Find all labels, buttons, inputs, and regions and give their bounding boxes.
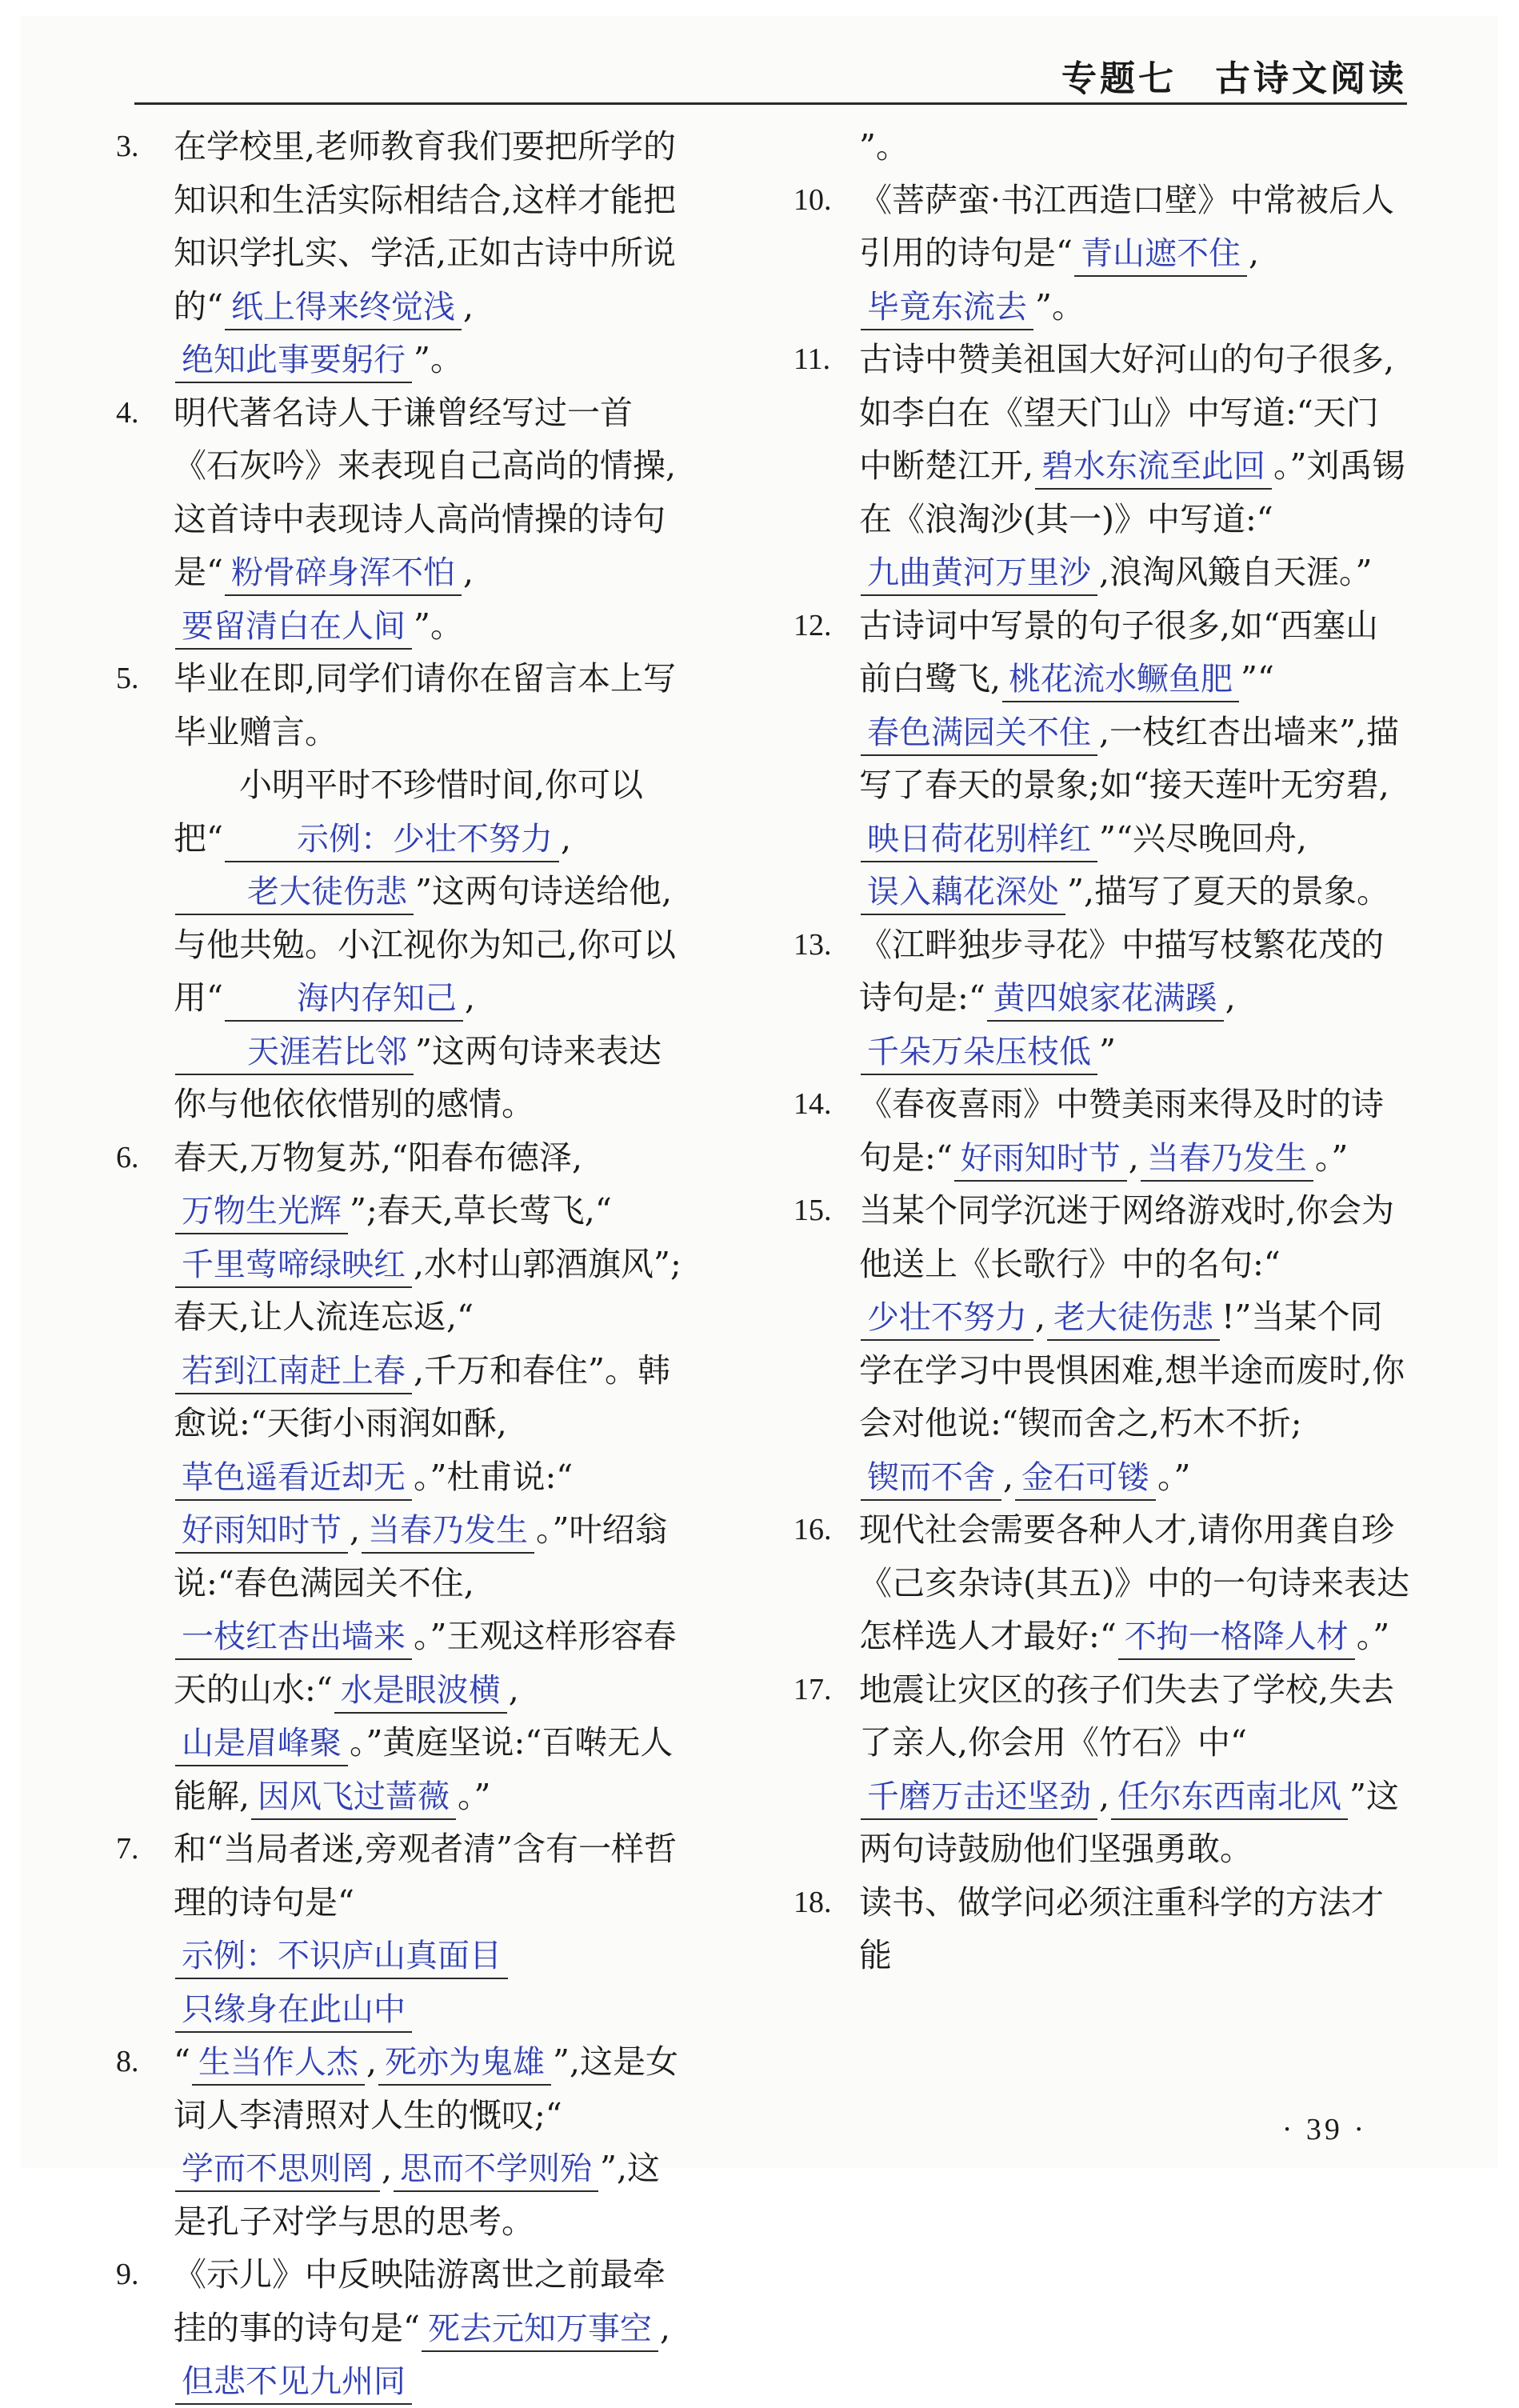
answer-blank[interactable]: 但悲不见九州同 — [175, 2360, 412, 2405]
question-text: 春天,万物复苏,“阳春布德泽, — [174, 1138, 583, 1177]
answer-blank[interactable]: 示例：少壮不努力 — [225, 818, 559, 862]
answer-blank[interactable]: 一枝红杏出墙来 — [175, 1615, 412, 1660]
question-text: 小明平时不珍惜时间,你可以把“ — [174, 766, 644, 858]
answer-blank[interactable]: 不拘一格降人材 — [1118, 1615, 1355, 1660]
question-number: 12. — [793, 608, 832, 642]
answer-blank[interactable]: 当春乃发生 — [362, 1509, 534, 1554]
answer-blank[interactable]: 粉骨碎身浑不怕 — [225, 551, 462, 596]
answer-blank[interactable]: 黄四娘家花满蹊 — [987, 977, 1224, 1022]
answer-blank[interactable]: 毕竟东流去 — [861, 286, 1033, 330]
question-number: 13. — [793, 927, 832, 962]
question-12 — [793, 599, 1409, 918]
section-title: 专题七 古诗文阅读 — [1061, 58, 1407, 99]
header-rule — [134, 102, 1407, 105]
question-text: 明代著名诗人于谦曾经写过一首《石灰吟》来表现自己高尚的情操,这首诗中表现诗人高尚情操的诗句是“ — [174, 393, 677, 591]
question-number: 17. — [793, 1672, 832, 1706]
question-6: 6. 春天,万物复苏,“阳春布德泽,万物生光辉 ”;春天,草长莺飞,“千里莺啼绿映红 ,水村山郭酒旗风”;春天,让人流连忘返,“若到江南赶上春 ,千万和春住”。韩愈说:“天街小雨润如酥,草色遥看近却无 。”杜甫说:“好雨知时节 , 当春乃发生 。”叶绍翁说:“春色满园关不住,一枝红杏出墙来 。”王观这样形容春天的山水:“ 水是眼波横 ,山是眉峰聚 。”黄庭坚说:“百啭无人能解, 因风飞过蔷薇 。” — [116, 1131, 684, 1823]
question-14: 14. 《春夜喜雨》中赞美雨来得及时的诗句是:“ 好雨知时节 , 当春乃发生 。” — [801, 1078, 1409, 1184]
question-5-paragraph: 小明平时不珍惜时间,你可以把“ 示例：少壮不努力 ,老大徒伤悲 ”这两句诗送给他,与他共勉。小江视你为知己,你可以用“ 海内存知己 ,天涯若比邻 ”这两句诗来表达你与他依依惜别的感情。 — [174, 766, 677, 1123]
answer-blank[interactable]: 老大徒伤悲 — [175, 870, 414, 915]
question-text: 《春夜喜雨》中赞美雨来得及时的诗句是:“ — [859, 1085, 1384, 1177]
answer-blank[interactable]: 少壮不努力 — [861, 1296, 1033, 1341]
answer-blank[interactable]: 好雨知时节 — [954, 1137, 1127, 1182]
answer-blank[interactable]: 误入藕花深处 — [861, 870, 1065, 915]
right-column — [793, 120, 1409, 1982]
question-text: “ — [174, 2042, 190, 2081]
question-text: 现代社会需要各种人才,请你用龚自珍《己亥杂诗(其五)》中的一句诗来表达怎样选人才最好:“ — [859, 1510, 1409, 1655]
question-text: 。”黄庭坚说:“百啭无人能解, — [174, 1723, 674, 1815]
question-13: 13. 《江畔独步寻花》中描写枝繁花茂的诗句是:“ 黄四娘家花满蹊 ,千朵万朵压枝低 ” — [801, 918, 1409, 1078]
answer-blank[interactable]: 学而不思则罔 — [175, 2147, 380, 2192]
answer-blank[interactable]: 映日荷花别样红 — [861, 818, 1097, 862]
question-number: 3. — [116, 130, 139, 163]
answer-blank[interactable]: 天涯若比邻 — [175, 1030, 414, 1075]
question-text: 。”杜甫说:“ — [414, 1457, 574, 1496]
question-number: 5. — [116, 662, 139, 695]
answer-blank[interactable]: 绝知此事要躬行 — [175, 338, 412, 383]
question-number: 15. — [793, 1194, 832, 1227]
question-text: ”。 — [859, 127, 909, 166]
question-text: ”这两句诗送给他,与他共勉。小江视你为知己,你可以用“ — [174, 872, 677, 1017]
answer-blank[interactable]: 生当作人杰 — [192, 2041, 365, 2086]
question-number: 6. — [116, 1140, 139, 1174]
question-text: ”。 — [414, 606, 463, 645]
question-5 — [116, 652, 684, 758]
answer-blank[interactable]: 桃花流水鳜鱼肥 — [1002, 658, 1239, 702]
question-number: 14. — [793, 1087, 832, 1121]
question-text: ”。 — [1035, 286, 1085, 326]
answer-blank[interactable]: 示例：不识庐山真面目 — [175, 1934, 508, 1979]
answer-blank[interactable]: 死亦为鬼雄 — [378, 2041, 551, 2086]
question-number: 4. — [116, 395, 139, 430]
answer-blank[interactable]: 海内存知己 — [225, 977, 463, 1022]
answer-blank[interactable]: 好雨知时节 — [175, 1509, 348, 1554]
question-9: 9. 《示儿》中反映陆游离世之前最牵挂的事的诗句是“ 死去元知万事空 ,但悲不见九州同 — [116, 2248, 684, 2408]
question-number: 10. — [793, 182, 832, 217]
question-text: 在学校里,老师教育我们要把所学的知识和生活实际相结合,这样才能把知识学扎实、学活,正如古诗中所说的“ — [174, 127, 677, 326]
answer-blank[interactable]: 千磨万击还坚劲 — [861, 1775, 1097, 1820]
question-9-continued — [801, 120, 1409, 174]
question-text: 《示儿》中反映陆游离世之前最牵挂的事的诗句是“ — [174, 2255, 666, 2347]
question-text: !”当某个同学在学习中畏惧困难,想半途而废时,你会对他说:“锲而舍之,朽木不折; — [859, 1298, 1405, 1442]
question-text: 。” — [1157, 1457, 1191, 1496]
question-text: 。” — [458, 1776, 491, 1815]
question-text: ,水村山郭酒旗风”;春天,让人流连忘返,“ — [174, 1244, 682, 1336]
question-text: ”“兴尽晚回舟, — [1099, 818, 1307, 858]
question-8: 8. “ 生当作人杰 , 死亦为鬼雄 ”,这是女词人李清照对人生的慨叹;“学而不思则罔 , 思而不学则殆 ”,这是孔子对学与思的思考。 — [116, 2035, 684, 2248]
question-17: 17. 地震让灾区的孩子们失去了学校,失去了亲人,你会用《竹石》中“千磨万击还坚劲 , 任尔东西南北风 ”这两句诗鼓励他们坚强勇敢。 — [801, 1663, 1409, 1876]
question-text: ”这两句诗来表达你与他依依惜别的感情。 — [174, 1031, 662, 1123]
question-text: 毕业在即,同学们请你在留言本上写毕业赠言。 — [174, 659, 677, 751]
question-text: 古诗中赞美祖国大好河山的句子很多,如李白在《望天门山》中写道:“天门中断楚江开, — [859, 340, 1395, 485]
answer-blank[interactable]: 老大徒伤悲 — [1047, 1296, 1220, 1341]
question-18 — [793, 1876, 1409, 1982]
question-text: ”,描写了夏天的景象。 — [1067, 872, 1389, 910]
question-text: 。” — [1356, 1617, 1390, 1655]
answer-blank[interactable]: 碧水东流至此回 — [1035, 445, 1272, 490]
answer-blank[interactable]: 水是眼波横 — [334, 1669, 507, 1714]
left-column — [116, 120, 684, 2408]
answer-blank[interactable]: 千里莺啼绿映红 — [175, 1243, 412, 1288]
question-text: 。”刘禹锡在《浪淘沙(其一)》中写道:“ — [859, 446, 1405, 538]
question-text: 读书、做学问必须注重科学的方法才能 — [859, 1882, 1384, 1974]
question-number: 11. — [793, 342, 831, 376]
question-text: ”“ — [1241, 659, 1274, 698]
answer-blank[interactable]: 锲而不舍 — [861, 1456, 1001, 1501]
answer-blank[interactable]: 千朵万朵压枝低 — [861, 1030, 1097, 1075]
question-text: ”,这是孔子对学与思的思考。 — [174, 2149, 661, 2241]
question-10: 10. 《菩萨蛮·书江西造口壁》中常被后人引用的诗句是“ 青山遮不住 ,毕竟东流去 ”。 — [801, 174, 1409, 334]
question-11 — [793, 333, 1409, 599]
question-text: 。”王观这样形容春天的山水:“ — [174, 1617, 677, 1709]
answer-blank[interactable]: 要留清白在人间 — [175, 605, 412, 650]
answer-blank[interactable]: 草色遥看近却无 — [175, 1456, 412, 1501]
question-text: ”。 — [414, 340, 463, 378]
question-3: 3. 在学校里,老师教育我们要把所学的知识和生活实际相结合,这样才能把知识学扎实、学活,正如古诗中所说的“ 纸上得来终觉浅 ,绝知此事要躬行 ”。 — [116, 120, 684, 386]
question-text: 古诗词中写景的句子很多,如“西塞山前白鹭飞, — [859, 606, 1378, 698]
question-text: ”;春天,草长莺飞,“ — [350, 1191, 612, 1230]
answer-blank[interactable]: 当春乃发生 — [1141, 1137, 1313, 1182]
question-text: ,一枝红杏出墙来”,描写了春天的景象;如“接天莲叶无穷碧, — [859, 712, 1400, 804]
question-text: 当某个同学沉迷于网络游戏时,你会为他送上《长歌行》中的名句:“ — [859, 1191, 1395, 1283]
answer-blank[interactable]: 若到江南赶上春 — [175, 1350, 412, 1394]
answer-blank[interactable]: 任尔东西南北风 — [1111, 1775, 1348, 1820]
question-text: 和“当局者迷,旁观者清”含有一样哲理的诗句是“ — [174, 1830, 677, 1922]
answer-blank[interactable]: 思而不学则殆 — [394, 2147, 598, 2192]
question-text: ”这两句诗鼓励他们坚强勇敢。 — [859, 1776, 1400, 1868]
question-text: 《菩萨蛮·书江西造口壁》中常被后人引用的诗句是“ — [859, 180, 1395, 272]
question-text: ,千万和春住”。韩愈说:“天街小雨润如酥, — [174, 1350, 670, 1442]
question-number: 16. — [793, 1513, 832, 1546]
answer-blank[interactable]: 死去元知万事空 — [422, 2307, 658, 2352]
answer-blank[interactable]: 山是眉峰聚 — [175, 1722, 348, 1766]
question-7 — [116, 1822, 684, 2035]
question-text: 地震让灾区的孩子们失去了学校,失去了亲人,你会用《竹石》中“ — [859, 1670, 1395, 1762]
question-number: 18. — [793, 1885, 832, 1919]
question-text: ” — [1099, 1031, 1116, 1070]
answer-blank[interactable]: 只缘身在此山中 — [175, 1988, 412, 2033]
question-4: 4. 明代著名诗人于谦曾经写过一首《石灰吟》来表现自己高尚的情操,这首诗中表现诗人高尚情操的诗句是“ 粉骨碎身浑不怕 ,要留清白在人间 ”。 — [116, 386, 684, 653]
answer-blank[interactable]: 九曲黄河万里沙 — [861, 551, 1097, 596]
question-text: ”,这是女词人李清照对人生的慨叹;“ — [174, 2042, 679, 2134]
question-16 — [793, 1503, 1409, 1663]
answer-blank[interactable]: 金石可镂 — [1015, 1456, 1156, 1501]
question-number: 7. — [116, 1832, 139, 1866]
answer-blank[interactable]: 青山遮不住 — [1074, 232, 1247, 277]
answer-blank[interactable]: 万物生光辉 — [175, 1190, 348, 1234]
answer-blank[interactable]: 纸上得来终觉浅 — [225, 286, 462, 330]
question-text: 。” — [1314, 1138, 1349, 1177]
question-number: 8. — [116, 2045, 139, 2078]
question-15: 15. 当某个同学沉迷于网络游戏时,你会为他送上《长歌行》中的名句:“少壮不努力 , 老大徒伤悲 !”当某个同学在学习中畏惧困难,想半途而废时,你会对他说:“锲而舍之,朽木不折;锲而不舍 , 金石可镂 。” — [801, 1184, 1409, 1503]
answer-blank[interactable]: 因风飞过蔷薇 — [251, 1775, 456, 1820]
question-text: 。”叶绍翁说:“春色满园关不住, — [174, 1510, 668, 1602]
answer-blank[interactable]: 春色满园关不住 — [861, 711, 1097, 756]
question-text: 《江畔独步寻花》中描写枝繁花茂的诗句是:“ — [859, 925, 1384, 1017]
question-text: ,浪淘风簸自天涯。” — [1099, 553, 1373, 591]
page-number: · 39 · — [1281, 2113, 1367, 2146]
question-number: 9. — [116, 2258, 139, 2291]
